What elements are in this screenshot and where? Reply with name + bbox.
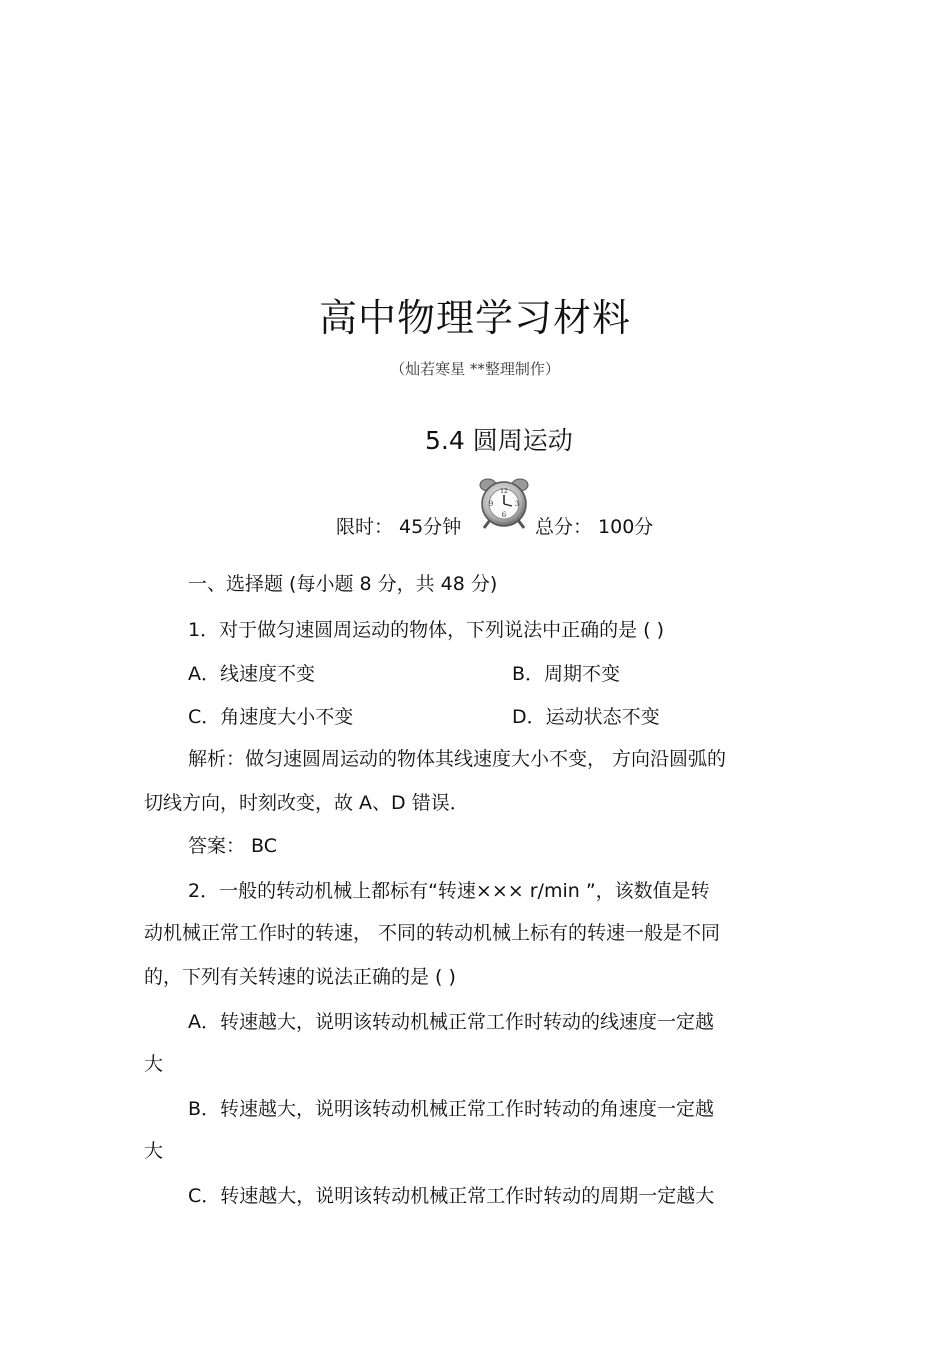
question-2-option-b-line-2: 大: [144, 1140, 164, 1162]
question-2-option-a-line-2: 大: [144, 1053, 164, 1075]
svg-text:6: 6: [501, 511, 507, 519]
question-1-option-c: C．角速度大小不变: [188, 706, 354, 728]
question-1-stem: 1．对于做匀速圆周运动的物体，下列说法中正确的是 ( ): [188, 619, 664, 641]
question-2-option-c: C．转速越大，说明该转动机械正常工作时转动的周期一定越大: [188, 1185, 715, 1207]
question-1-option-d: D．运动状态不变: [512, 706, 660, 728]
question-1-analysis-line-2: 切线方向，时刻改变，故 A、D 错误．: [144, 792, 469, 814]
alarm-clock-icon: [476, 476, 532, 530]
question-2-stem-line-2: 动机械正常工作时的转速， 不同的转动机械上标有的转速一般是不同: [144, 922, 721, 944]
question-2-stem-line-3: 的，下列有关转速的说法正确的是 ( ): [144, 966, 456, 988]
question-2-stem-line-1: 2．一般的转动机械上都标有“转速××× r/min ”，该数值是转: [188, 880, 710, 902]
svg-text:12: 12: [500, 488, 508, 495]
question-1-option-a: A．线速度不变: [188, 663, 315, 685]
question-1-analysis-line-1: 解析：做匀速圆周运动的物体其线速度大小不变， 方向沿圆弧的: [188, 748, 727, 770]
total-score: 总分： 100分: [535, 516, 654, 538]
question-2-option-b-line-1: B．转速越大，说明该转动机械正常工作时转动的角速度一定越: [188, 1098, 715, 1120]
svg-text:9: 9: [488, 500, 494, 508]
lesson-title: 5.4 圆周运动: [425, 426, 573, 455]
document-title: 高中物理学习材料: [318, 296, 631, 340]
section-heading: 一、选择题 (每小题 8 分，共 48 分): [188, 573, 498, 595]
svg-text:3: 3: [514, 500, 520, 508]
question-2-option-a-line-1: A．转速越大，说明该转动机械正常工作时转动的线速度一定越: [188, 1011, 714, 1033]
document-subtitle: （灿若寒星 **整理制作）: [390, 360, 560, 378]
time-limit: 限时： 45分钟: [336, 516, 462, 538]
question-1-option-b: B．周期不变: [512, 663, 621, 685]
question-1-answer: 答案： BC: [188, 835, 278, 857]
